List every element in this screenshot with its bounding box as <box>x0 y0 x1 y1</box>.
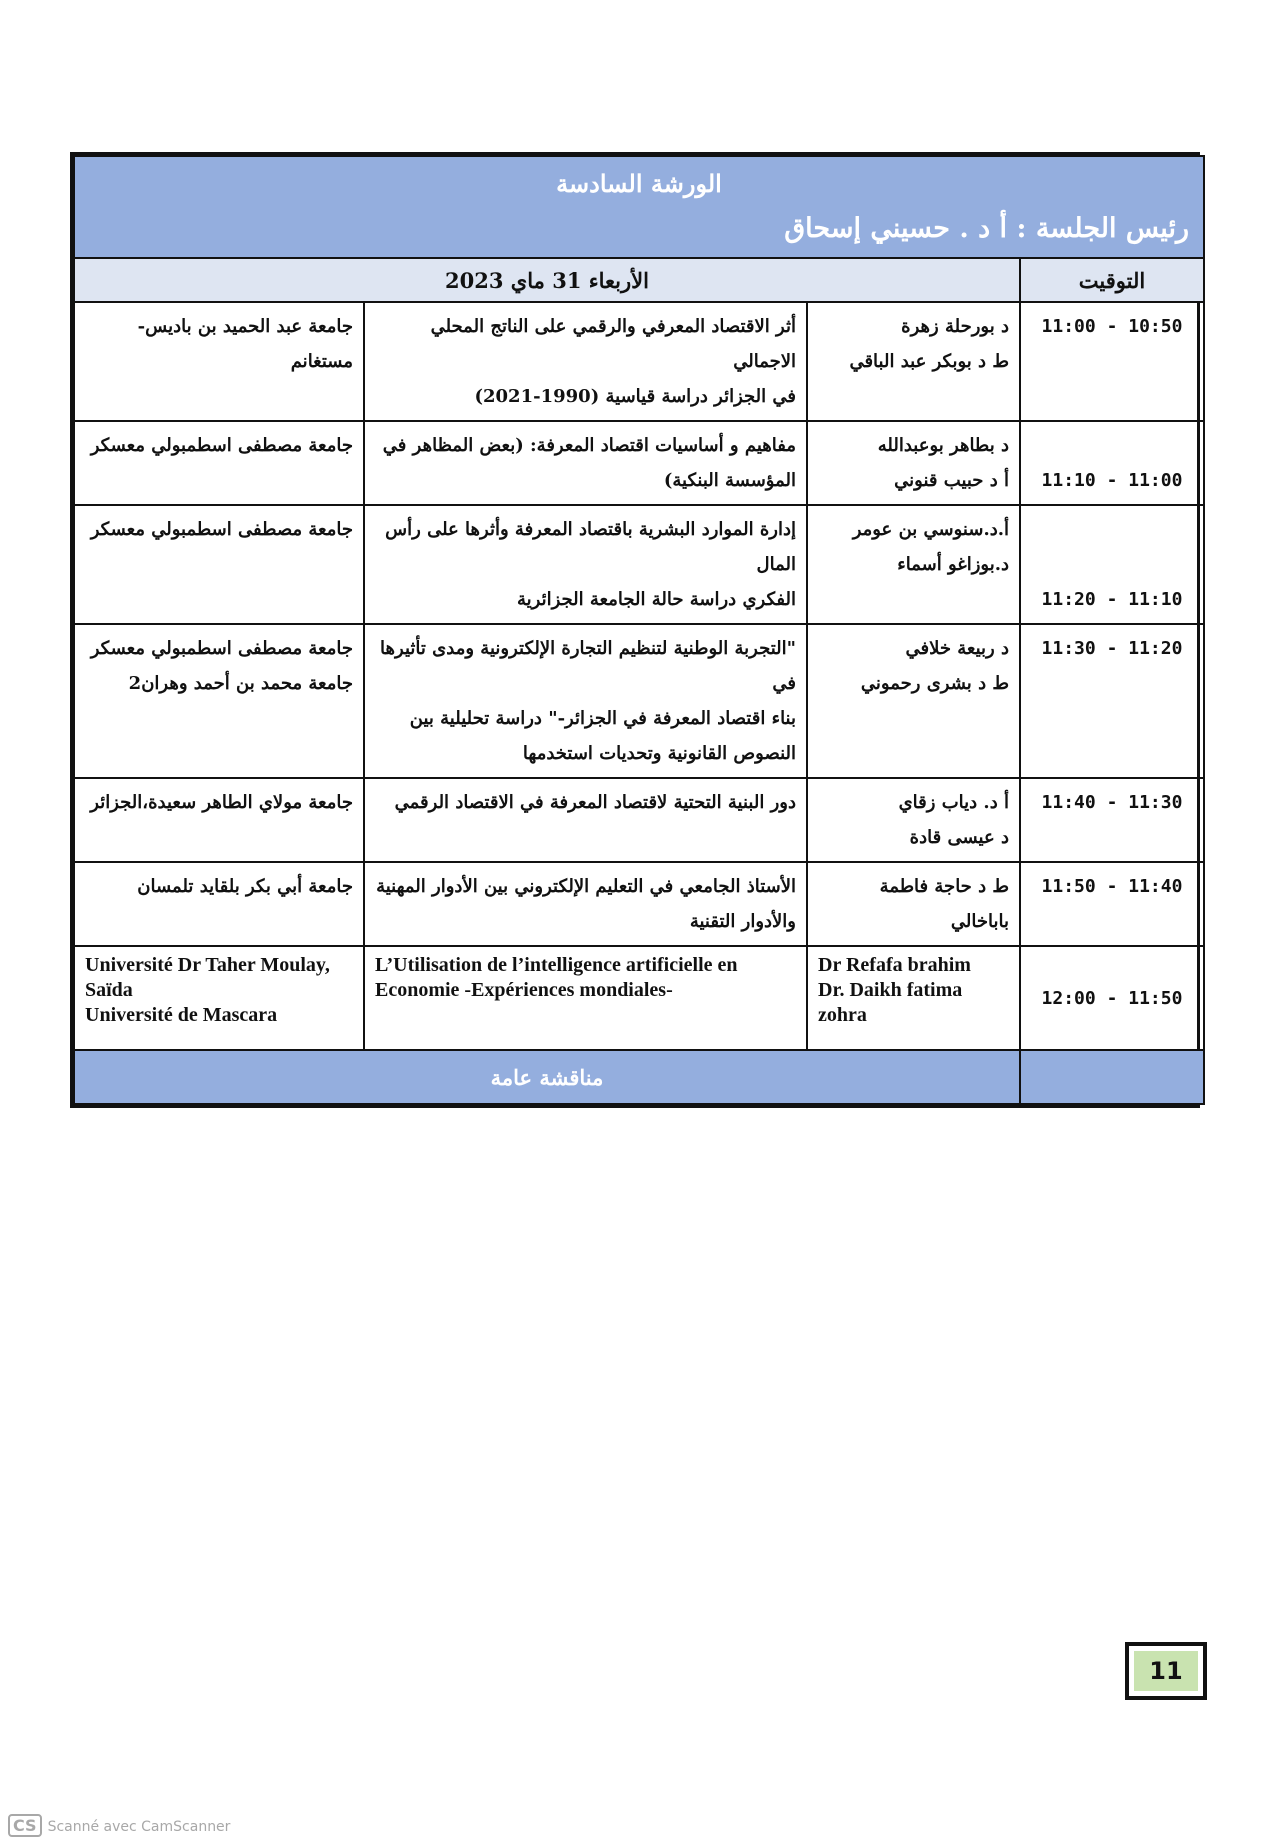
paper-title-cell-line: في الجزائر دراسة قياسية (1990-2021) <box>474 386 796 407</box>
affiliation-cell-line: Université Dr Taher Moulay, <box>85 954 330 976</box>
timing-header: التوقيت <box>1020 258 1204 302</box>
affiliation-cell-line: مستغانم <box>290 351 353 372</box>
paper-title-cell <box>364 778 807 862</box>
affiliation-cell-line: جامعة مصطفى اسطمبولي معسكر <box>90 638 353 659</box>
paper-title-cell-line: L’Utilisation de l’intelligence artificielle en <box>375 954 738 976</box>
table-row <box>74 624 1204 778</box>
speakers-cell-line: ط د بشرى رحموني <box>860 673 1009 694</box>
time-slot: 11:00 - 10:50 <box>1020 302 1204 421</box>
speakers-cell <box>807 505 1020 624</box>
page-number-box <box>1125 1642 1207 1700</box>
speakers-cell <box>807 778 1020 862</box>
affiliation-cell-line: جامعة مولاي الطاهر سعيدة،الجزائر <box>90 792 353 813</box>
paper-title-cell <box>364 302 807 421</box>
affiliation-cell-line: جامعة مصطفى اسطمبولي معسكر <box>90 435 353 456</box>
speakers-cell-line: د عيسى قادة <box>909 827 1009 848</box>
paper-title-cell-line: مفاهيم و أساسيات اقتصاد المعرفة: (بعض المظاهر في <box>382 435 796 456</box>
time-slot: 11:10 - 11:00 <box>1020 421 1204 505</box>
table-row <box>74 946 1204 1050</box>
page-number: 11 <box>1134 1651 1198 1691</box>
affiliation-cell-line: جامعة محمد بن أحمد وهران2 <box>128 673 353 694</box>
table-row <box>74 778 1204 862</box>
speakers-cell-line: Dr. Daikh fatima <box>818 979 963 1001</box>
paper-title-cell-line: الفكري دراسة حالة الجامعة الجزائرية <box>516 589 796 610</box>
speakers-cell <box>807 302 1020 421</box>
speakers-cell <box>807 624 1020 778</box>
affiliation-cell <box>74 421 364 505</box>
paper-title-cell-line: المؤسسة البنكية) <box>663 470 796 491</box>
speakers-cell <box>807 946 1020 1050</box>
affiliation-cell-line: جامعة مصطفى اسطمبولي معسكر <box>90 519 353 540</box>
session-date: الأربعاء 31 ماي 2023 <box>74 258 1020 302</box>
affiliation-cell <box>74 946 364 1050</box>
workshop-banner <box>74 156 1204 258</box>
table-row <box>74 421 1204 505</box>
affiliation-cell-line: Saïda <box>85 979 133 1001</box>
paper-title-cell-line: Economie -Expériences mondiales- <box>375 979 673 1001</box>
general-discussion: مناقشة عامة <box>74 1050 1020 1104</box>
paper-title-cell <box>364 421 807 505</box>
speakers-cell-line: ط د بوبكر عبد الباقي <box>849 351 1009 372</box>
speakers-cell-line: zohra <box>818 1004 867 1026</box>
time-slot: 11:40 - 11:30 <box>1020 778 1204 862</box>
time-slot: 11:50 - 11:40 <box>1020 862 1204 946</box>
workshop-program-table <box>70 152 1200 1108</box>
speakers-cell-line: ط د حاجة فاطمة باباخالي <box>879 876 1009 932</box>
time-slot: 12:00 - 11:50 <box>1020 946 1204 1050</box>
scanner-watermark <box>8 1814 230 1837</box>
general-discussion-time <box>1020 1050 1204 1104</box>
affiliation-cell <box>74 778 364 862</box>
speakers-cell-line: أ د. دياب زقاي <box>898 792 1009 813</box>
speakers-cell-line: د ربيعة خلافي <box>905 638 1009 659</box>
paper-title-cell <box>364 624 807 778</box>
time-slot: 11:30 - 11:20 <box>1020 624 1204 778</box>
workshop-title: الورشة السادسة <box>556 169 722 198</box>
affiliation-cell <box>74 302 364 421</box>
paper-title-cell-line: أثر الاقتصاد المعرفي والرقمي على الناتج المحلي الاجمالي <box>430 316 796 372</box>
affiliation-cell-line: جامعة أبي بكر بلقايد تلمسان <box>137 876 353 897</box>
paper-title-cell <box>364 505 807 624</box>
affiliation-cell-line: جامعة عبد الحميد بن باديس- <box>137 316 353 337</box>
paper-title-cell <box>364 946 807 1050</box>
speakers-cell-line: أ د حبيب قنوني <box>894 470 1009 491</box>
affiliation-cell <box>74 624 364 778</box>
table-row <box>74 302 1204 421</box>
paper-title-cell-line: بناء اقتصاد المعرفة في الجزائر-" دراسة تحليلية بين <box>409 708 796 729</box>
speakers-cell <box>807 862 1020 946</box>
time-slot: 11:20 - 11:10 <box>1020 505 1204 624</box>
table-row <box>74 505 1204 624</box>
session-chair: رئيس الجلسة : أ د . حسيني إسحاق <box>784 213 1189 244</box>
paper-title-cell-line: والأدوار التقنية <box>689 911 796 932</box>
paper-title-cell <box>364 862 807 946</box>
table-row <box>74 862 1204 946</box>
speakers-cell-line: د بطاهر بوعبدالله <box>877 435 1009 456</box>
speakers-cell-line: أ.د.سنوسي بن عومر <box>852 519 1009 540</box>
camscanner-logo: CS <box>8 1814 42 1837</box>
paper-title-cell-line: النصوص القانونية وتحديات استخدمها <box>522 743 796 764</box>
paper-title-cell-line: دور البنية التحتية لاقتصاد المعرفة في الاقتصاد الرقمي <box>394 792 796 813</box>
speakers-cell <box>807 421 1020 505</box>
speakers-cell-line: د بورحلة زهرة <box>901 316 1009 337</box>
affiliation-cell <box>74 862 364 946</box>
speakers-cell-line: د.بوزاغو أسماء <box>897 554 1009 575</box>
watermark-text: Scanné avec CamScanner <box>47 1819 231 1835</box>
speakers-cell-line: Dr Refafa brahim <box>818 954 971 976</box>
paper-title-cell-line: الأستاذ الجامعي في التعليم الإلكتروني بين الأدوار المهنية <box>376 876 796 897</box>
paper-title-cell-line: إدارة الموارد البشرية باقتصاد المعرفة وأثرها على رأس المال <box>385 519 796 575</box>
paper-title-cell-line: "التجربة الوطنية لتنظيم التجارة الإلكترونية ومدى تأثيرها في <box>380 638 796 694</box>
affiliation-cell <box>74 505 364 624</box>
affiliation-cell-line: Université de Mascara <box>85 1004 278 1026</box>
